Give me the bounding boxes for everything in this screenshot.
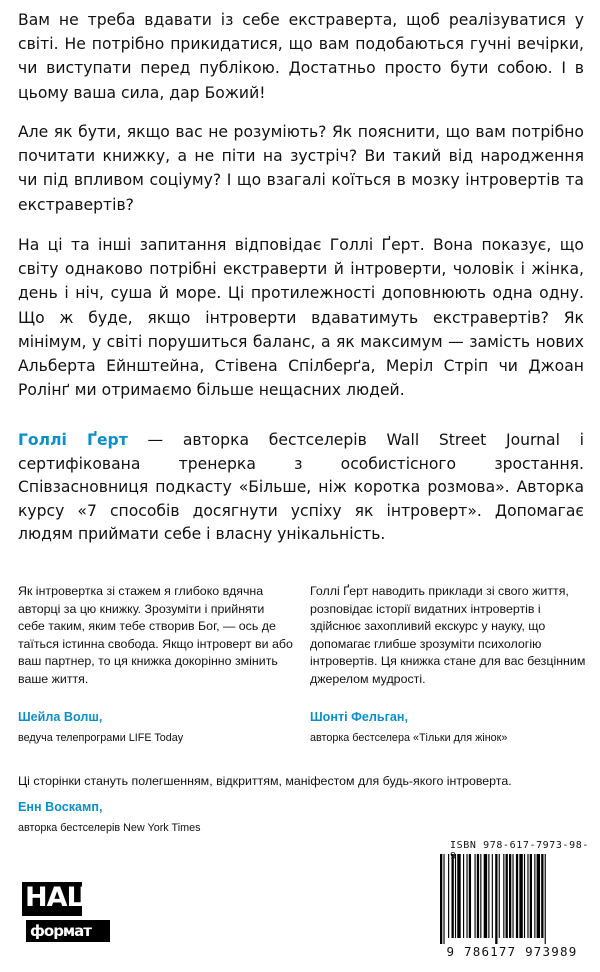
review-role-2: авторка бестселера «Тільки для жінок» bbox=[310, 732, 508, 744]
review-quote-3: Ці сторінки стануть полегшенням, відкриттям, маніфестом для будь-якого інтроверта. bbox=[18, 774, 512, 788]
barcode-bar bbox=[545, 854, 546, 944]
barcode-bar bbox=[443, 854, 444, 944]
barcode-digits: 9 786177 973989 bbox=[446, 944, 578, 959]
barcode-bar bbox=[524, 854, 525, 938]
barcode-bar bbox=[448, 854, 449, 938]
barcode-bar bbox=[503, 854, 504, 938]
barcode-bar bbox=[537, 854, 540, 938]
isbn-label: ISBN 978-617-7973-98-9 bbox=[450, 840, 590, 862]
review-author-2: Шонті Фельган, bbox=[310, 710, 408, 724]
barcode-bar bbox=[466, 854, 467, 938]
review-author-3: Енн Воскамп, bbox=[18, 800, 103, 814]
barcode-bar bbox=[534, 854, 535, 938]
publisher-logo bbox=[20, 880, 112, 944]
barcode-bar bbox=[480, 854, 481, 938]
description-paragraph-2: Але як бути, якщо вас не розуміють? Як пояснити, що вам потрібно почитати книжку, а не піти на зустріч? Ви такий від народження чи під впливом соціуму? І що взагалі коїться в мозку інтровертів та екстравертів? bbox=[18, 123, 584, 214]
barcode-bar bbox=[506, 854, 508, 938]
author-name: Голлі Ґерт bbox=[18, 431, 128, 449]
barcode-bar bbox=[499, 854, 500, 938]
barcode-bar bbox=[527, 854, 528, 938]
barcode-bar bbox=[488, 854, 489, 938]
barcode-bar bbox=[541, 854, 543, 938]
barcode-bar bbox=[469, 854, 471, 938]
barcode-bar bbox=[492, 854, 493, 938]
barcode-bar bbox=[452, 854, 454, 938]
review-quote-2: Голлі Ґерт наводить приклади зі свого життя, розповідає історії видатних інтровертів і здійснює захопливий екскурс у науку, що допомагає глибше зрозуміти психологію інтровертів. Ця книжка стане для вас безцінним джерелом мудрості. bbox=[310, 584, 586, 686]
barcode-bar bbox=[457, 854, 460, 938]
barcode-bar bbox=[519, 854, 522, 938]
barcode-bar bbox=[484, 854, 487, 938]
description-paragraph-1: Вам не треба вдавати із себе екстраверта, щоб реалізуватися у світі. Не потрібно прикидатися, що вам подобаються гучні вечірки, чи виступати перед публікою. Достатньо просто бути собою. І в цьому ваша сила, дар Божий! bbox=[18, 11, 584, 102]
publisher-logo-bottom: формат bbox=[30, 922, 92, 940]
barcode-bar bbox=[495, 854, 497, 944]
barcode-bar bbox=[530, 854, 532, 938]
review-role-1: ведуча телепрограми LIFE Today bbox=[18, 732, 184, 744]
author-bio bbox=[18, 429, 584, 547]
publisher-logo-top: НАШ bbox=[25, 882, 99, 913]
barcode-bar bbox=[463, 854, 464, 938]
review-quote-1: Як інтровертка зі стажем я глибоко вдячна авторці за цю книжку. Зрозуміти і прийняти себе таким, яким тебе створив Бог, — ось де таїться істинна свобода. Якщо інтроверт ви або ваш партнер, то ця книжка докорінно змінить ваше життя. bbox=[18, 584, 293, 686]
barcode-bar bbox=[477, 854, 479, 938]
barcode-bar bbox=[509, 854, 511, 938]
barcode-bar bbox=[512, 854, 513, 938]
description-paragraph-3: На ці та інші запитання відповідає Голлі Ґерт. Вона показує, що світу однаково потрібні екстраверти й інтроверти, чоловік і жінка, день і ніч, суша й море. Ці протилежності доповнюють одна одну. Що ж буде, якщо інтроверти вдаватимуть екстравертів? Як мінімум, у світі порушиться баланс, а як максимум — замість нових Альберта Ейнштейна, Стівена Спілберґа, Меріл Стріп чи Джоан Ролінґ ми отримаємо більше нещасних людей. bbox=[18, 236, 584, 400]
author-bio-text: — авторка бестселерів Wall Street Journal і сертифікована тренерка з особистісного зростання. Співзасновниця подкасту «Більше, ніж коротка розмова». Авторка курсу «7 способів досягнути успіху як інтроверт». Допомагає людям приймати себе і власну унікальність. bbox=[18, 431, 585, 544]
barcode-bar bbox=[516, 854, 518, 938]
barcode-bar bbox=[475, 854, 476, 938]
barcode-bar bbox=[440, 854, 442, 944]
review-author-1: Шейла Волш, bbox=[18, 710, 103, 724]
review-role-3: авторка бестселерів New York Times bbox=[18, 822, 201, 834]
barcode-bar bbox=[455, 854, 456, 938]
